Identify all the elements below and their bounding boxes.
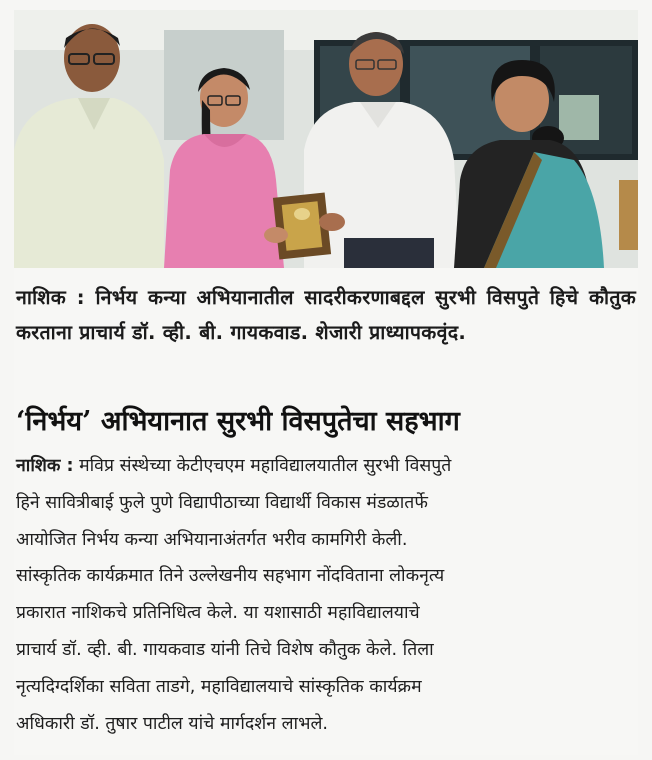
article-body bbox=[16, 448, 636, 742]
photo-caption bbox=[16, 280, 636, 350]
article-headline: ‘निर्भय’ अभियानात सुरभी विसपुतेचा सहभाग bbox=[16, 406, 460, 437]
caption-text: निर्भय कन्या अभियानातील सादरीकरणाबद्दल सुरभी विसपुते हिचे कौतुक करताना प्राचार्य डॉ. व्ही. बी. गायकवाड. शेजारी प्राध्यापकवृंद. bbox=[16, 286, 637, 344]
newspaper-clipping bbox=[14, 10, 638, 755]
article-dateline: नाशिक : bbox=[16, 456, 74, 476]
article-line: नृत्यदिग्दर्शिका सविता ताडगे, महाविद्यालयाचे सांस्कृतिक कार्यक्रम bbox=[16, 676, 422, 697]
news-photo bbox=[14, 10, 638, 268]
article-line: आयोजित निर्भय कन्या अभियानाअंतर्गत भरीव कामगिरी केली. bbox=[16, 529, 408, 550]
article-line bbox=[16, 448, 636, 485]
article-line-text: मविप्र संस्थेच्या केटीएचएम महाविद्यालयातील सुरभी विसपुते bbox=[79, 456, 452, 476]
article-line: सांस्कृतिक कार्यक्रमात तिने उल्लेखनीय सहभाग नोंदविताना लोकनृत्य bbox=[16, 566, 445, 587]
caption-dateline: नाशिक : bbox=[16, 286, 85, 309]
article-line: अधिकारी डॉ. तुषार पाटील यांचे मार्गदर्शन लाभले. bbox=[16, 713, 328, 734]
article-line: प्राचार्य डॉ. व्ही. बी. गायकवाड यांनी तिचे विशेष कौतुक केले. तिला bbox=[16, 639, 434, 660]
article-line: प्रकारात नाशिकचे प्रतिनिधित्व केले. या यशासाठी महाविद्यालयाचे bbox=[16, 603, 420, 624]
photo-award-ceremony-icon bbox=[14, 10, 638, 268]
article-line: हिने सावित्रीबाई फुले पुणे विद्यापीठाच्या विद्यार्थी विकास मंडळातर्फे bbox=[16, 492, 428, 513]
